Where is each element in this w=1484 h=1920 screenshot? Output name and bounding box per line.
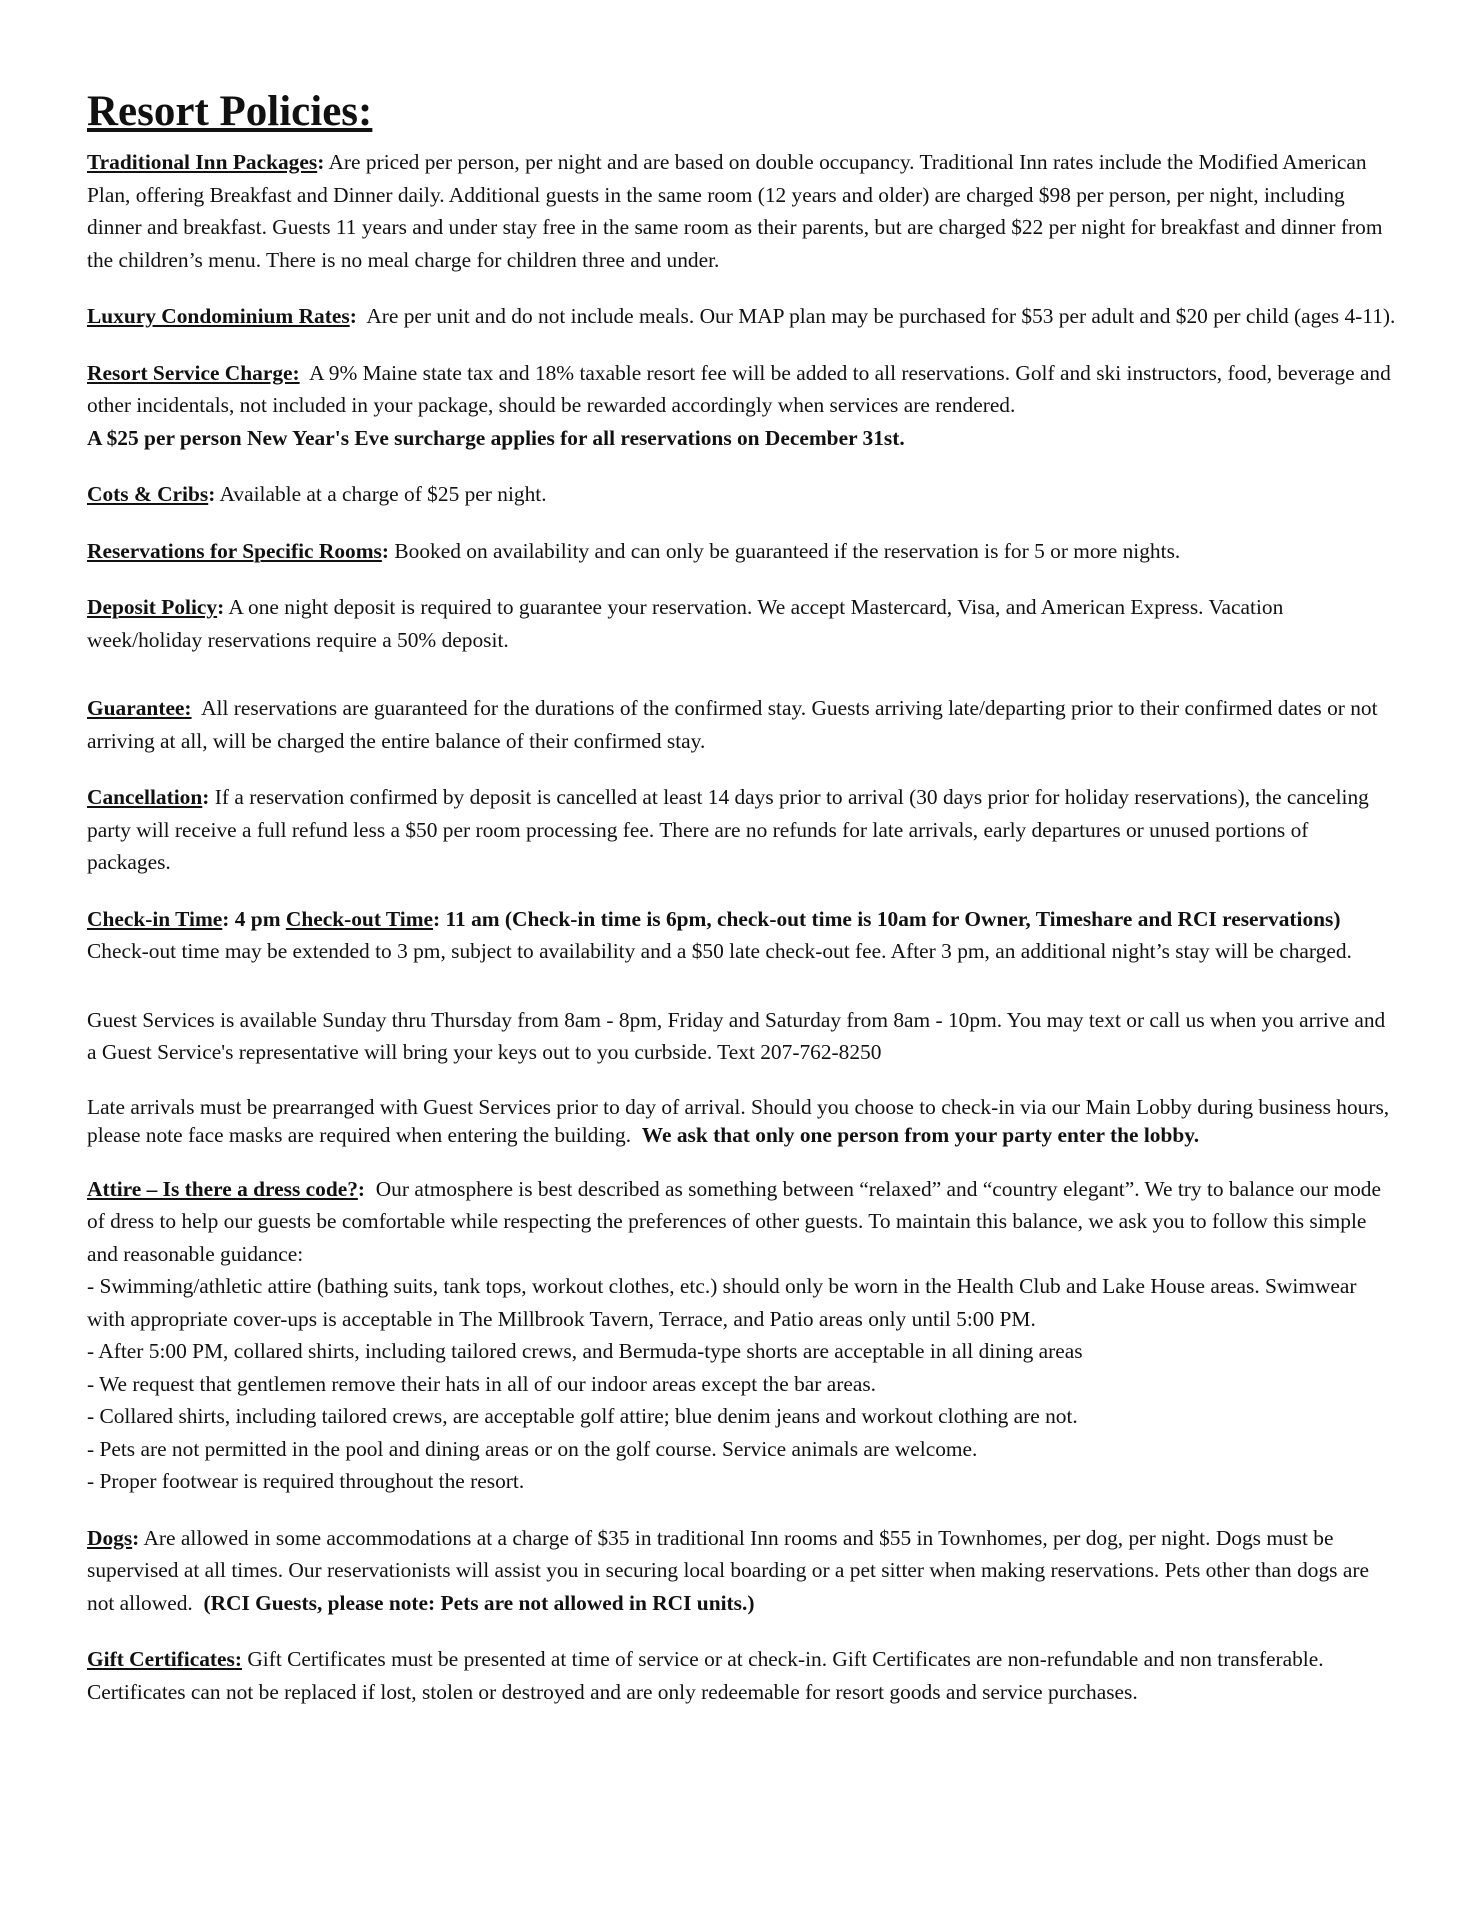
page-title: Resort Policies: xyxy=(87,88,373,135)
late-arrivals-paragraph xyxy=(87,1093,1397,1149)
condo-rates-paragraph: Luxury Condominium Rates: Are per unit and do not include meals. Our MAP plan may be purchased for $53 per adult and $20 per child (ages 4-11). xyxy=(87,304,1396,328)
guarantee-heading: Guarantee: xyxy=(87,696,192,720)
attire-guidance-list xyxy=(87,1270,1397,1498)
guarantee-text: All reservations are guaranteed for the durations of the confirmed stay. Guests arriving late/departing prior to their confirmed dates or not arriving at all, will be charged the entire balance of their confirmed stay. xyxy=(87,696,1378,753)
list-item: - Proper footwear is required throughout the resort. xyxy=(87,1469,525,1493)
guest-services-paragraph: Guest Services is available Sunday thru Thursday from 8am - 8pm, Friday and Saturday from 8am - 10pm. You may text or call us when you arrive and a Guest Service's representative will bring your keys out to you curbside. Text 207-762-8250 xyxy=(87,1007,1386,1064)
list-item: - Pets are not permitted in the pool and dining areas or on the golf course. Service animals are welcome. xyxy=(87,1436,978,1461)
dogs-text: Are allowed in some accommodations at a charge of $35 in traditional Inn rooms and $55 in Townhomes, per dog, per night. Dogs must be supervised at all times. Our reservationists will assist you in securing local boarding or a pet sitter when making reservations. Pets other than dogs are not allowed. xyxy=(87,1525,1369,1615)
specific-rooms-paragraph: Reservations for Specific Rooms: Booked on availability and can only be guaranteed if the reservation is for 5 or more nights. xyxy=(87,538,1181,563)
inn-packages-heading: Traditional Inn Packages xyxy=(87,150,318,174)
checkout-time: : 11 am (Check-in time is 6pm, check-out time is 10am for Owner, Timeshare and RCI reservations) xyxy=(433,906,1341,931)
cots-cribs-text: Available at a charge of $25 per night. xyxy=(219,482,547,506)
policy-document xyxy=(87,86,1397,1708)
specific-rooms-text: Booked on availability and can only be guaranteed if the reservation is for 5 or more nights. xyxy=(394,538,1181,563)
checkin-paragraph xyxy=(87,903,1397,968)
inn-packages-paragraph: Traditional Inn Packages: Are priced per person, per night and are based on double occupancy. Traditional Inn rates include the Modified American Plan, offering Breakfast and Dinner daily. Additional guests in the same room (12 years and older) are charged $98 per person, per night, including dinner and breakfast. Guests 11 years and under stay free in the same room as their parents, but are charged $22 per night for breakfast and dinner from the children’s menu. There is no meal charge for children three and under. xyxy=(87,150,1383,272)
new-years-surcharge-note: A $25 per person New Year's Eve surcharge applies for all reservations on December 31st. xyxy=(87,425,905,450)
cancellation-text: If a reservation confirmed by deposit is cancelled at least 14 days prior to arrival (30 days prior for holiday reservations), the canceling party will receive a full refund less a $50 per room processing fee. There are no refunds for late arrivals, early departures or unused portions of packages. xyxy=(87,785,1369,874)
service-charge-heading: Resort Service Charge: xyxy=(87,360,300,385)
checkin-heading: Check-in Time xyxy=(87,906,223,931)
cancellation-heading: Cancellation xyxy=(87,785,203,809)
service-charge-paragraph xyxy=(87,357,1397,455)
checkin-time: : 4 pm xyxy=(222,906,286,931)
cots-cribs-paragraph: Cots & Cribs: Available at a charge of $25 per night. xyxy=(87,482,547,506)
late-arrivals-text: Late arrivals must be prearranged with Guest Services prior to day of arrival. Should you choose to check-in via our Main Lobby during business hours, please note face masks are required when entering the building. xyxy=(87,1094,1390,1147)
rci-pets-note: (RCI Guests, please note: Pets are not allowed in RCI units.) xyxy=(203,1590,755,1615)
list-item: - After 5:00 PM, collared shirts, including tailored crews, and Bermuda-type shorts are acceptable in all dining areas xyxy=(87,1339,1083,1363)
checkin-text: Check-out time may be extended to 3 pm, subject to availability and a $50 late check-out fee. After 3 pm, an additional night’s stay will be charged. xyxy=(87,939,1352,963)
gift-certificates-heading: Gift Certificates: xyxy=(87,1647,242,1671)
service-charge-text: A 9% Maine state tax and 18% taxable resort fee will be added to all reservations. Golf and ski instructors, food, beverage and other incidentals, not included in your package, should be rewarded accordingly when services are rendered. xyxy=(87,360,1391,417)
deposit-policy-text: A one night deposit is required to guarantee your reservation. We accept Mastercard, Visa, and American Express. Vacation week/holiday reservations require a 50% deposit. xyxy=(87,595,1284,652)
specific-rooms-heading: Reservations for Specific Rooms xyxy=(87,538,382,563)
dogs-heading: Dogs xyxy=(87,1525,133,1550)
cots-cribs-heading: Cots & Cribs xyxy=(87,482,209,506)
condo-rates-text: Are per unit and do not include meals. Our MAP plan may be purchased for $53 per adult and $20 per child (ages 4-11). xyxy=(366,304,1396,328)
attire-text: Our atmosphere is best described as something between “relaxed” and “country elegant”. We try to balance our mode of dress to help our guests be comfortable while respecting the preferences of other guests. To maintain this balance, we ask you to follow this simple and reasonable guidance: xyxy=(87,1176,1381,1266)
list-item: - We request that gentlemen remove their hats in all of our indoor areas except the bar areas. xyxy=(87,1371,877,1396)
attire-paragraph: Attire – Is there a dress code?: Our atmosphere is best described as something between “relaxed” and “country elegant”. We try to balance our mode of dress to help our guests be comfortable while respecting the preferences of other guests. To maintain this balance, we ask you to follow this simple and reasonable guidance: xyxy=(87,1176,1381,1266)
condo-rates-heading: Luxury Condominium Rates xyxy=(87,304,350,328)
checkout-heading: Check-out Time xyxy=(285,906,434,931)
list-item: - Swimming/athletic attire (bathing suits, tank tops, workout clothes, etc.) should only be worn in the Health Club and Lake House areas. Swimwear with appropriate cover-ups is acceptable in The Millbrook Tavern, Terrace, and Patio areas only until 5:00 PM. xyxy=(87,1274,1357,1331)
deposit-policy-paragraph: Deposit Policy: A one night deposit is required to guarantee your reservation. We accept Mastercard, Visa, and American Express. Vacation week/holiday reservations require a 50% deposit. xyxy=(87,595,1284,652)
lobby-note: We ask that only one person from your party enter the lobby. xyxy=(641,1122,1200,1147)
list-item: - Collared shirts, including tailored crews, are acceptable golf attire; blue denim jeans and workout clothing are not. xyxy=(87,1404,1078,1428)
cancellation-paragraph: Cancellation: If a reservation confirmed by deposit is cancelled at least 14 days prior to arrival (30 days prior for holiday reservations), the canceling party will receive a full refund less a $50 per room processing fee. There are no refunds for late arrivals, early departures or unused portions of packages. xyxy=(87,785,1369,874)
gift-certificates-paragraph xyxy=(87,1643,1397,1708)
dogs-paragraph: Dogs: Are allowed in some accommodations at a charge of $35 in traditional Inn rooms and $55 in Townhomes, per dog, per night. Dogs must be supervised at all times. Our reservationists will assist you in securing local boarding or a pet sitter when making reservations. Pets other than dogs are not allowed. (RCI Guests, please note: Pets are not allowed in RCI units.) xyxy=(87,1525,1369,1615)
deposit-policy-heading: Deposit Policy xyxy=(87,595,218,619)
gift-certificates-text: Gift Certificates must be presented at time of service or at check-in. Gift Certificates are non-refundable and non transferable. Certificates can not be replaced if lost, stolen or destroyed and are only redeemable for resort goods and service purchases. xyxy=(87,1647,1324,1704)
inn-packages-text: Are priced per person, per night and are based on double occupancy. Traditional Inn rates include the Modified American Plan, offering Breakfast and Dinner daily. Additional guests in the same room (12 years and older) are charged $98 per person, per night, including dinner and breakfast. Guests 11 years and under stay free in the same room as their parents, but are charged $22 per night for breakfast and dinner from the children’s menu. There is no meal charge for children three and under. xyxy=(87,150,1383,272)
guarantee-paragraph xyxy=(87,692,1397,757)
attire-heading: Attire – Is there a dress code? xyxy=(87,1176,358,1201)
